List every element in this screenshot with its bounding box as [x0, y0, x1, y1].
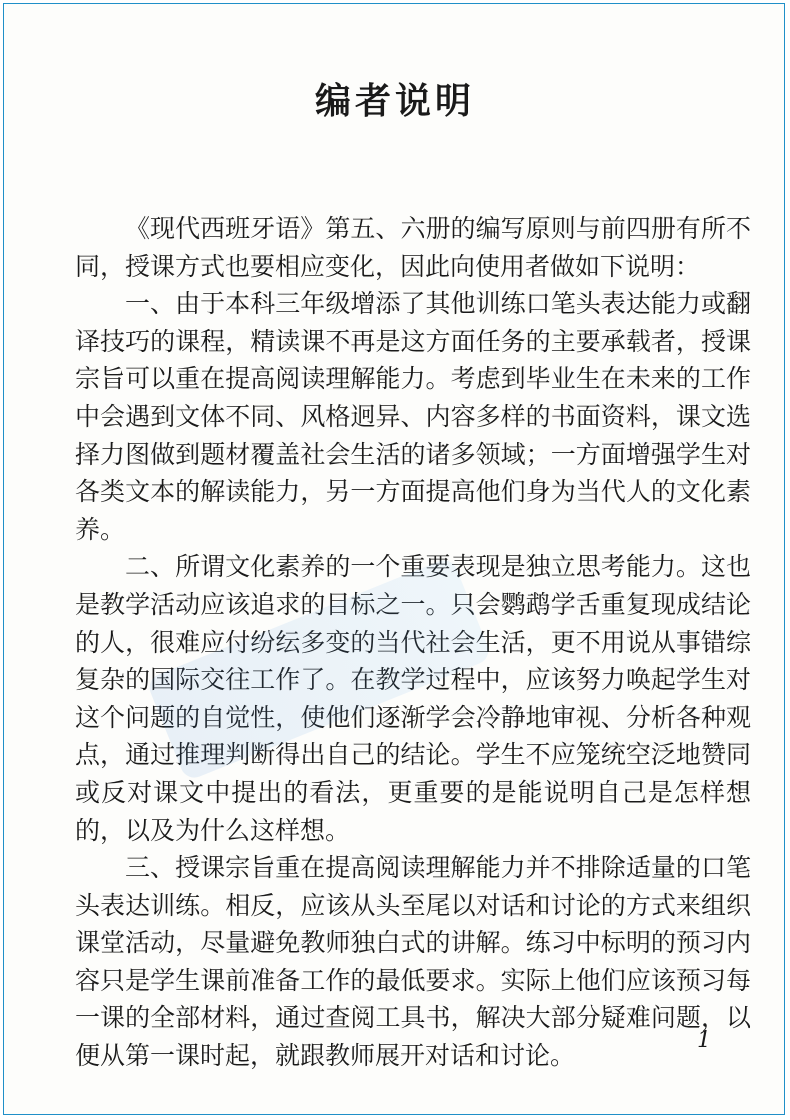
- paragraph-intro: 《现代西班牙语》第五、六册的编写原则与前四册有所不同，授课方式也要相应变化，因此向使用者做如下说明：: [75, 214, 751, 281]
- body-text: [75, 210, 751, 1075]
- paragraph-two: 二、所谓文化素养的一个重要表现是独立思考能力。这也是教学活动应该追求的目标之一。只会鹦鹉学舌重复现成结论的人，很难应付纷纭多变的当代社会生活，更不用说从事错综复杂的国际交往工作了。在教学过程中，应该努力唤起学生对这个问题的自觉性，使他们逐渐学会冷静地审视、分析各种观点，通过推理判断得出自己的结论。学生不应笼统空泛地赞同或反对课文中提出的看法，更重要的是能说明自己是怎样想的，以及为什么这样想。: [75, 552, 751, 845]
- book-page: [3, 3, 785, 1115]
- page-title: 编者说明: [314, 81, 475, 122]
- paragraph-three: 三、授课宗旨重在提高阅读理解能力并不排除适量的口笔头表达训练。相反，应该从头至尾以对话和讨论的方式来组织课堂活动，尽量避免教师独白式的讲解。练习中标明的预习内容只是学生课前准备工作的最低要求。实际上他们应该预习每一课的全部材料，通过查阅工具书，解决大部分疑难问题，以便从第一课时起，就跟教师展开对话和讨论。: [75, 853, 751, 1071]
- page-number: 1: [697, 1028, 711, 1053]
- paragraph-one: 一、由于本科三年级增添了其他训练口笔头表达能力或翻译技巧的课程，精读课不再是这方面任务的主要承载者，授课宗旨可以重在提高阅读理解能力。考虑到毕业生在未来的工作中会遇到文体不同、风格迥异、内容多样的书面资料，课文选择力图做到题材覆盖社会生活的诸多领域；一方面增强学生对各类文本的解读能力，另一方面提高他们身为当代人的文化素养。: [75, 289, 751, 544]
